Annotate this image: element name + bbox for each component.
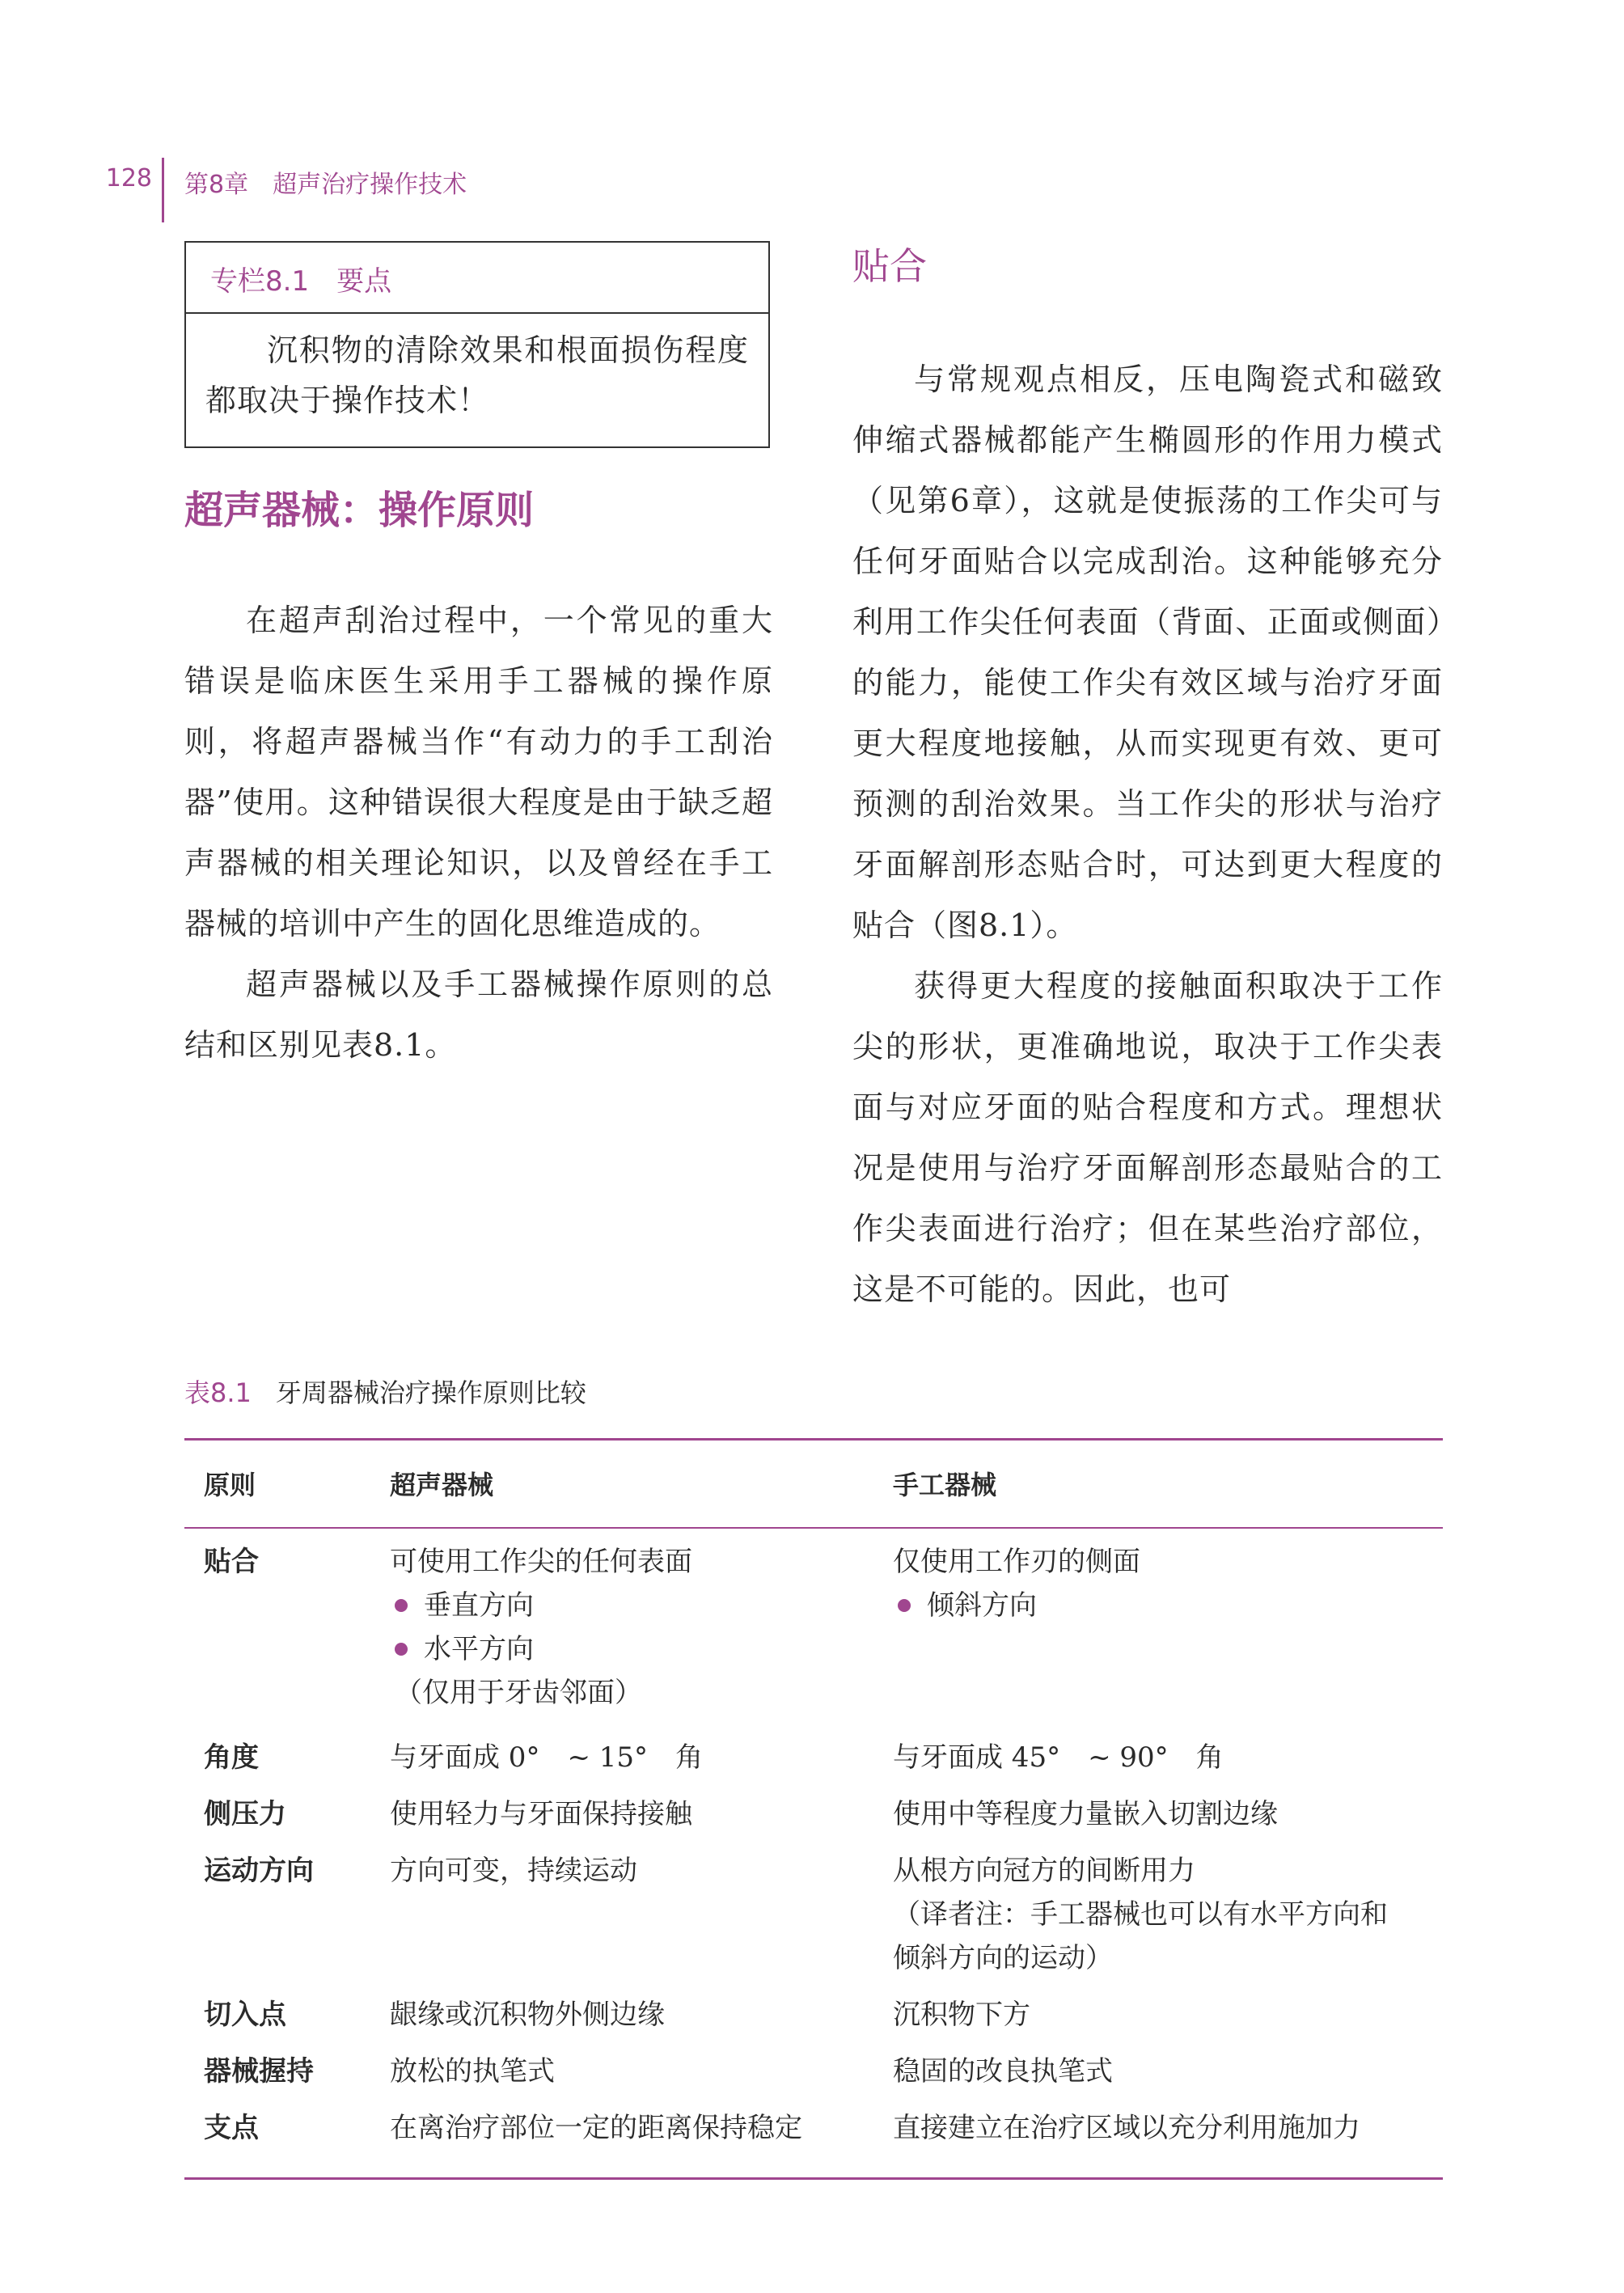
ultrasonic-cell <box>390 1792 692 1836</box>
header-divider <box>162 158 164 222</box>
cell-line: 使用轻力与牙面保持接触 <box>390 1798 692 1830</box>
cell-line: 与牙面成 0° ~ 15° 角 <box>390 1741 703 1774</box>
cell-line: 从根方向冠方的间断用力 <box>893 1855 1195 1887</box>
table-row <box>184 2101 1443 2177</box>
hand-instrument-cell <box>893 1993 1030 2037</box>
bullet-icon <box>395 1643 408 1656</box>
cell-line: （仅用于牙齿邻面） <box>395 1677 642 1709</box>
section-heading-adaptation: 贴合 <box>852 244 927 288</box>
comparison-table <box>184 1438 1443 2180</box>
principle-cell: 器械握持 <box>204 2055 314 2088</box>
hand-instrument-cell <box>893 1540 1140 1627</box>
bullet-item <box>390 1627 692 1671</box>
hand-instrument-cell <box>893 2106 1360 2150</box>
hand-instrument-cell <box>893 1736 1224 1779</box>
table-row <box>184 1529 1443 1731</box>
table-row <box>184 1844 1443 1988</box>
hand-instrument-cell <box>893 1849 1388 1980</box>
bullet-item <box>390 1584 692 1627</box>
principle-cell: 运动方向 <box>204 1855 314 1887</box>
chapter-title: 第8章 超声治疗操作技术 <box>184 171 467 199</box>
bullet-text: 垂直方向 <box>424 1589 534 1622</box>
ultrasonic-cell <box>390 1736 703 1779</box>
hand-instrument-cell <box>893 1792 1278 1836</box>
paragraph: 与常规观点相反，压电陶瓷式和磁致伸缩式器械都能产生椭圆形的作用力模式（见第6章），这就是使振荡的工作尖可与任何牙面贴合以完成刮治。这种能够充分利用工作尖任何表面（背面、正面或侧面）的能力，能使工作尖有效区域与治疗牙面更大程度地接触，从而实现更有效、更可预测的刮治效果。当工作尖的形状与治疗牙面解剖形态贴合时，可达到更大程度的贴合（图8.1）。 <box>852 362 1443 943</box>
table-title: 牙周器械治疗操作原则比较 <box>275 1377 586 1408</box>
cell-line: 方向可变，持续运动 <box>390 1855 637 1887</box>
table-header-row <box>184 1441 1443 1529</box>
ultrasonic-cell <box>390 1993 665 2037</box>
cell-line: 龈缘或沉积物外侧边缘 <box>390 1999 665 2031</box>
paragraph: 在超声刮治过程中，一个常见的重大错误是临床医生采用手工器械的操作原则，将超声器械当作“有动力的手工刮治器”使用。这种错误很大程度是由于缺乏超声器械的相关理论知识，以及曾经在手工器械的培训中产生的固化思维造成的。 <box>184 603 773 941</box>
principle-cell: 贴合 <box>204 1546 259 1578</box>
table-row <box>184 1787 1443 1844</box>
bullet-icon <box>898 1599 911 1612</box>
cell-line: 在离治疗部位一定的距离保持稳定 <box>390 2112 802 2144</box>
ultrasonic-cell <box>390 2106 802 2150</box>
left-column-body <box>184 590 773 1076</box>
column-header: 超声器械 <box>390 1470 494 1500</box>
cell-line: （译者注：手工器械也可以有水平方向和 <box>893 1898 1388 1931</box>
cell-line: 与牙面成 45° ~ 90° 角 <box>893 1741 1224 1774</box>
table-row <box>184 1988 1443 2045</box>
cell-line: 倾斜方向的运动） <box>893 1942 1113 1974</box>
ultrasonic-cell <box>390 1540 692 1715</box>
ultrasonic-cell <box>390 2050 555 2093</box>
tip-box-title: 专栏8.1 要点 <box>186 243 768 314</box>
column-header: 手工器械 <box>893 1470 997 1500</box>
column-header: 原则 <box>204 1470 256 1500</box>
cell-line: 放松的执笔式 <box>390 2055 555 2088</box>
principle-cell: 侧压力 <box>204 1798 286 1830</box>
table-body <box>184 1529 1443 2177</box>
principle-cell: 角度 <box>204 1741 259 1774</box>
table-row <box>184 1731 1443 1787</box>
cell-line: 沉积物下方 <box>893 1999 1030 2031</box>
cell-line: 仅使用工作刃的侧面 <box>893 1546 1140 1578</box>
cell-line: 可使用工作尖的任何表面 <box>390 1546 692 1578</box>
bullet-icon <box>395 1599 408 1612</box>
cell-line: 使用中等程度力量嵌入切割边缘 <box>893 1798 1278 1830</box>
tip-box-body: 沉积物的清除效果和根面损伤程度都取决于操作技术！ <box>205 332 749 418</box>
hand-instrument-cell <box>893 2050 1113 2093</box>
cell-line: 稳固的改良执笔式 <box>893 2055 1113 2088</box>
paragraph: 获得更大程度的接触面积取决于工作尖的形状，更准确地说，取决于工作尖表面与对应牙面的贴合程度和方式。理想状况是使用与治疗牙面解剖形态最贴合的工作尖表面进行治疗；但在某些治疗部位，这是不可能的。因此，也可 <box>852 968 1443 1307</box>
right-column-body <box>852 349 1443 1320</box>
page-number: 128 <box>105 164 152 192</box>
paragraph: 超声器械以及手工器械操作原则的总结和区别见表8.1。 <box>184 967 773 1063</box>
table-row <box>184 2045 1443 2101</box>
bullet-item <box>893 1584 1140 1627</box>
principle-cell: 切入点 <box>204 1999 286 2031</box>
tip-box <box>184 241 770 448</box>
bullet-text: 倾斜方向 <box>927 1589 1037 1622</box>
section-heading-principles: 超声器械：操作原则 <box>184 488 535 533</box>
ultrasonic-cell <box>390 1849 637 1893</box>
table-number: 表8.1 <box>184 1377 252 1408</box>
table-caption <box>184 1373 586 1410</box>
principle-cell: 支点 <box>204 2112 259 2144</box>
bullet-text: 水平方向 <box>424 1633 534 1665</box>
cell-line: 直接建立在治疗区域以充分利用施加力 <box>893 2112 1360 2144</box>
table-bottom-rule <box>184 2177 1443 2180</box>
